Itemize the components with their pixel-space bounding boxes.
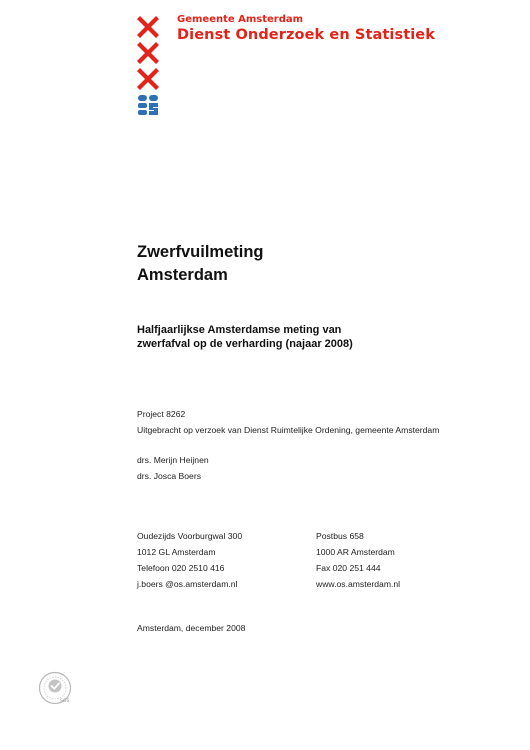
certification-seal-icon (38, 671, 72, 705)
publication-date: Amsterdam, december 2008 (137, 623, 246, 633)
postal-city: 1012 GL Amsterdam (137, 547, 216, 557)
cross-icon (137, 68, 159, 90)
street-address: Oudezijds Voorburgwal 300 (137, 531, 243, 541)
municipality-name: Gemeente Amsterdam (177, 14, 304, 25)
phone-number: Telefoon 020 2510 416 (137, 563, 225, 573)
author-name: drs. Josca Boers (137, 471, 201, 481)
author-name: drs. Merijn Heijnen (137, 455, 209, 465)
report-subtitle (137, 323, 437, 351)
commissioned-by: Uitgebracht op verzoek van Dienst Ruimtelijke Ordening, gemeente Amsterdam (137, 425, 440, 435)
subtitle-line: Halfjaarlijkse Amsterdamse meting van (137, 324, 342, 336)
title-line: Zwerfvuilmeting (137, 243, 264, 261)
postal-address (316, 528, 400, 592)
cross-icon (137, 42, 159, 64)
project-number: Project 8262 (137, 409, 186, 419)
organisation-name (177, 13, 435, 45)
po-postal-city: 1000 AR Amsterdam (316, 547, 395, 557)
os-logo-icon (137, 94, 159, 116)
fax-number: Fax 020 251 444 (316, 563, 381, 573)
authors (137, 452, 209, 484)
project-info (137, 406, 477, 438)
subtitle-line: zwerfafval op de verharding (najaar 2008) (137, 338, 353, 350)
seal-text: SGS (60, 699, 70, 704)
department-name: Dienst Onderzoek en Statistiek (177, 27, 435, 43)
email-address: j.boers @os.amsterdam.nl (137, 579, 238, 589)
cross-icon (137, 16, 159, 38)
title-line: Amsterdam (137, 266, 228, 284)
amsterdam-logo (137, 16, 159, 116)
po-box: Postbus 658 (316, 531, 364, 541)
report-title (137, 241, 264, 287)
website: www.os.amsterdam.nl (316, 579, 401, 589)
visiting-address (137, 528, 242, 592)
